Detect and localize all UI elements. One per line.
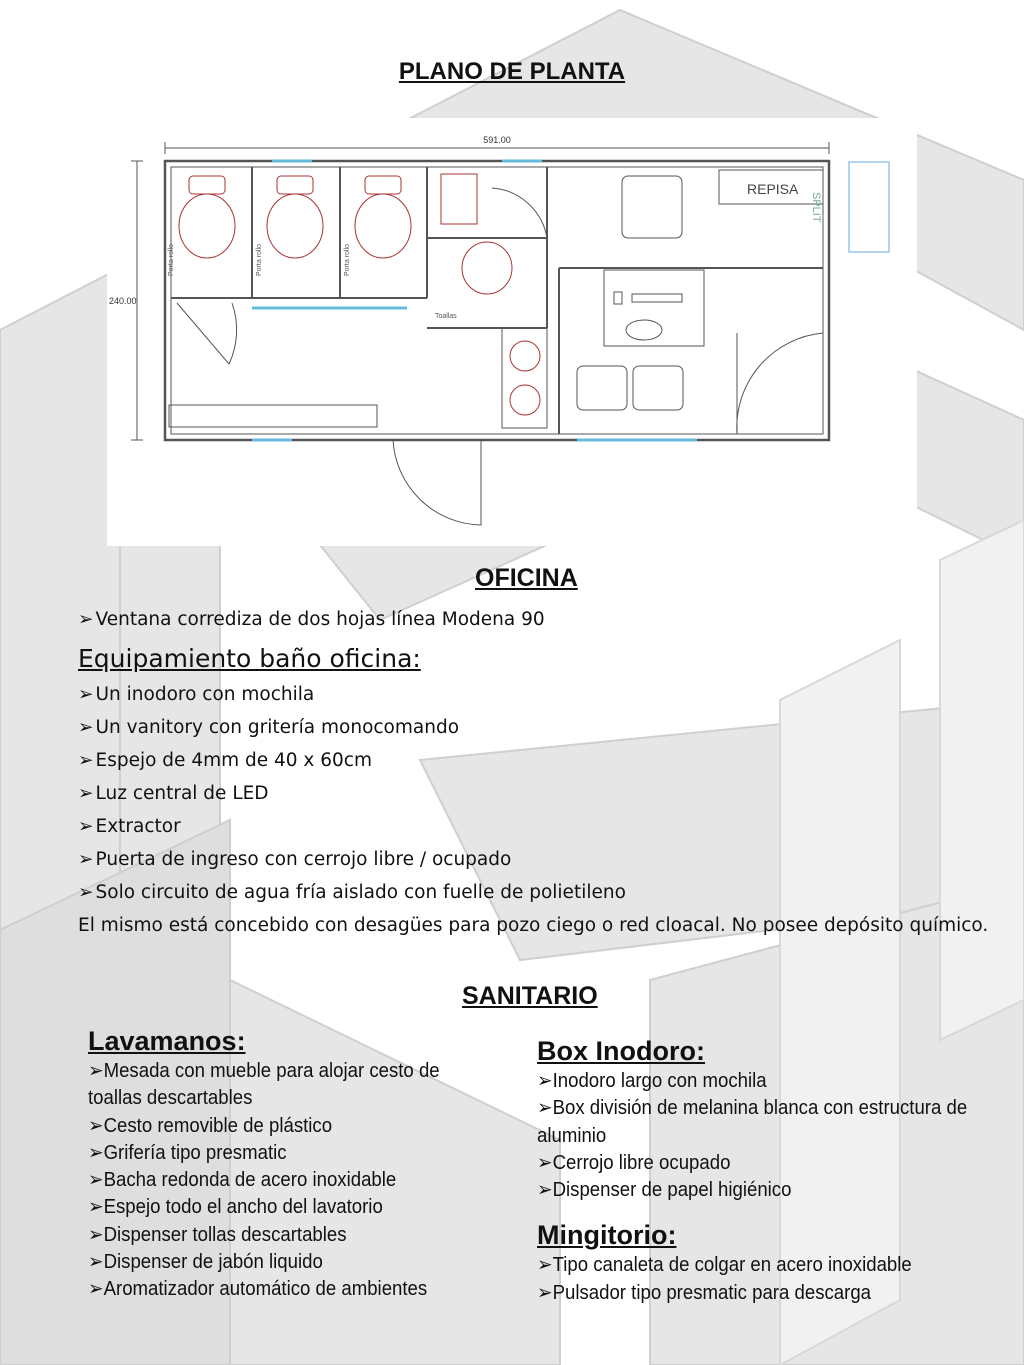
- list-item: ➢ Bacha redonda de acero inoxidable: [88, 1167, 451, 1194]
- oficina-section: [78, 603, 998, 942]
- equipamiento-heading: Equipamiento baño oficina:: [78, 644, 421, 673]
- list-item: ➢ Dispenser tollas descartables: [88, 1222, 451, 1249]
- box-inodoro-heading: Box Inodoro:: [537, 1036, 705, 1066]
- plan-dim-width: 591.00: [483, 135, 511, 145]
- list-item: ➢ Un vanitory con gritería monocomando: [78, 711, 998, 744]
- list-item: ➢ Dispenser de papel higiénico: [537, 1177, 974, 1204]
- list-item: ➢ Ventana corrediza de dos hojas línea Modena 90: [78, 603, 998, 636]
- list-item: ➢ Aromatizador automático de ambientes: [88, 1276, 451, 1303]
- floor-plan-drawing: [107, 118, 917, 546]
- box-inodoro-list: [537, 1068, 987, 1204]
- plan-label-porta-rollo-2: Porta rollo: [256, 244, 263, 276]
- mingitorio-heading: Mingitorio:: [537, 1220, 677, 1251]
- mingitorio-list: [537, 1252, 987, 1307]
- list-item: ➢ Grifería tipo presmatic: [88, 1140, 451, 1167]
- lavamanos-heading: Lavamanos:: [88, 1026, 246, 1056]
- list-item: ➢ Puerta de ingreso con cerrojo libre / ocupado: [78, 843, 998, 876]
- plan-label-repisa: REPISA: [747, 181, 799, 197]
- list-item: ➢ Pulsador tipo presmatic para descarga: [537, 1280, 974, 1307]
- plan-dim-height: 240.00: [109, 296, 137, 306]
- equipamiento-list: [78, 678, 998, 909]
- oficina-heading: OFICINA: [475, 564, 578, 592]
- list-item: ➢ Box división de melanina blanca con estructura de aluminio: [537, 1095, 974, 1150]
- list-item: ➢ Espejo todo el ancho del lavatorio: [88, 1194, 451, 1221]
- list-item: ➢ Cerrojo libre ocupado: [537, 1150, 974, 1177]
- list-item: ➢ Dispenser de jabón liquido: [88, 1249, 451, 1276]
- plan-label-porta-rollo-1: Porta rollo: [168, 244, 175, 276]
- oficina-list: [78, 603, 998, 636]
- list-item: ➢ Inodoro largo con mochila: [537, 1068, 974, 1095]
- list-item: ➢ Luz central de LED: [78, 777, 998, 810]
- plan-label-split: SPLIT: [810, 192, 822, 223]
- box-inodoro-section: [537, 1034, 987, 1307]
- list-item: ➢ Extractor: [78, 810, 998, 843]
- plan-label-porta-rollo-3: Porta rollo: [344, 244, 351, 276]
- list-item: ➢ Espejo de 4mm de 40 x 60cm: [78, 744, 998, 777]
- sanitario-heading: SANITARIO: [462, 982, 598, 1010]
- list-item: ➢ Tipo canaleta de colgar en acero inoxidable: [537, 1252, 974, 1279]
- list-item: ➢ Solo circuito de agua fría aislado con fuelle de polietileno: [78, 876, 998, 909]
- page-title: PLANO DE PLANTA: [398, 58, 626, 85]
- oficina-note: El mismo está concebido con desagües para pozo ciego o red cloacal. No posee depósito químico.: [78, 915, 989, 936]
- lavamanos-section: [88, 1024, 468, 1304]
- list-item: ➢ Mesada con mueble para alojar cesto de toallas descartables: [88, 1058, 451, 1113]
- lavamanos-list: [88, 1058, 468, 1304]
- plan-label-toallas: Toallas: [435, 313, 457, 320]
- floor-plan: [107, 118, 917, 546]
- list-item: ➢ Cesto removible de plástico: [88, 1113, 451, 1140]
- list-item: ➢ Un inodoro con mochila: [78, 678, 998, 711]
